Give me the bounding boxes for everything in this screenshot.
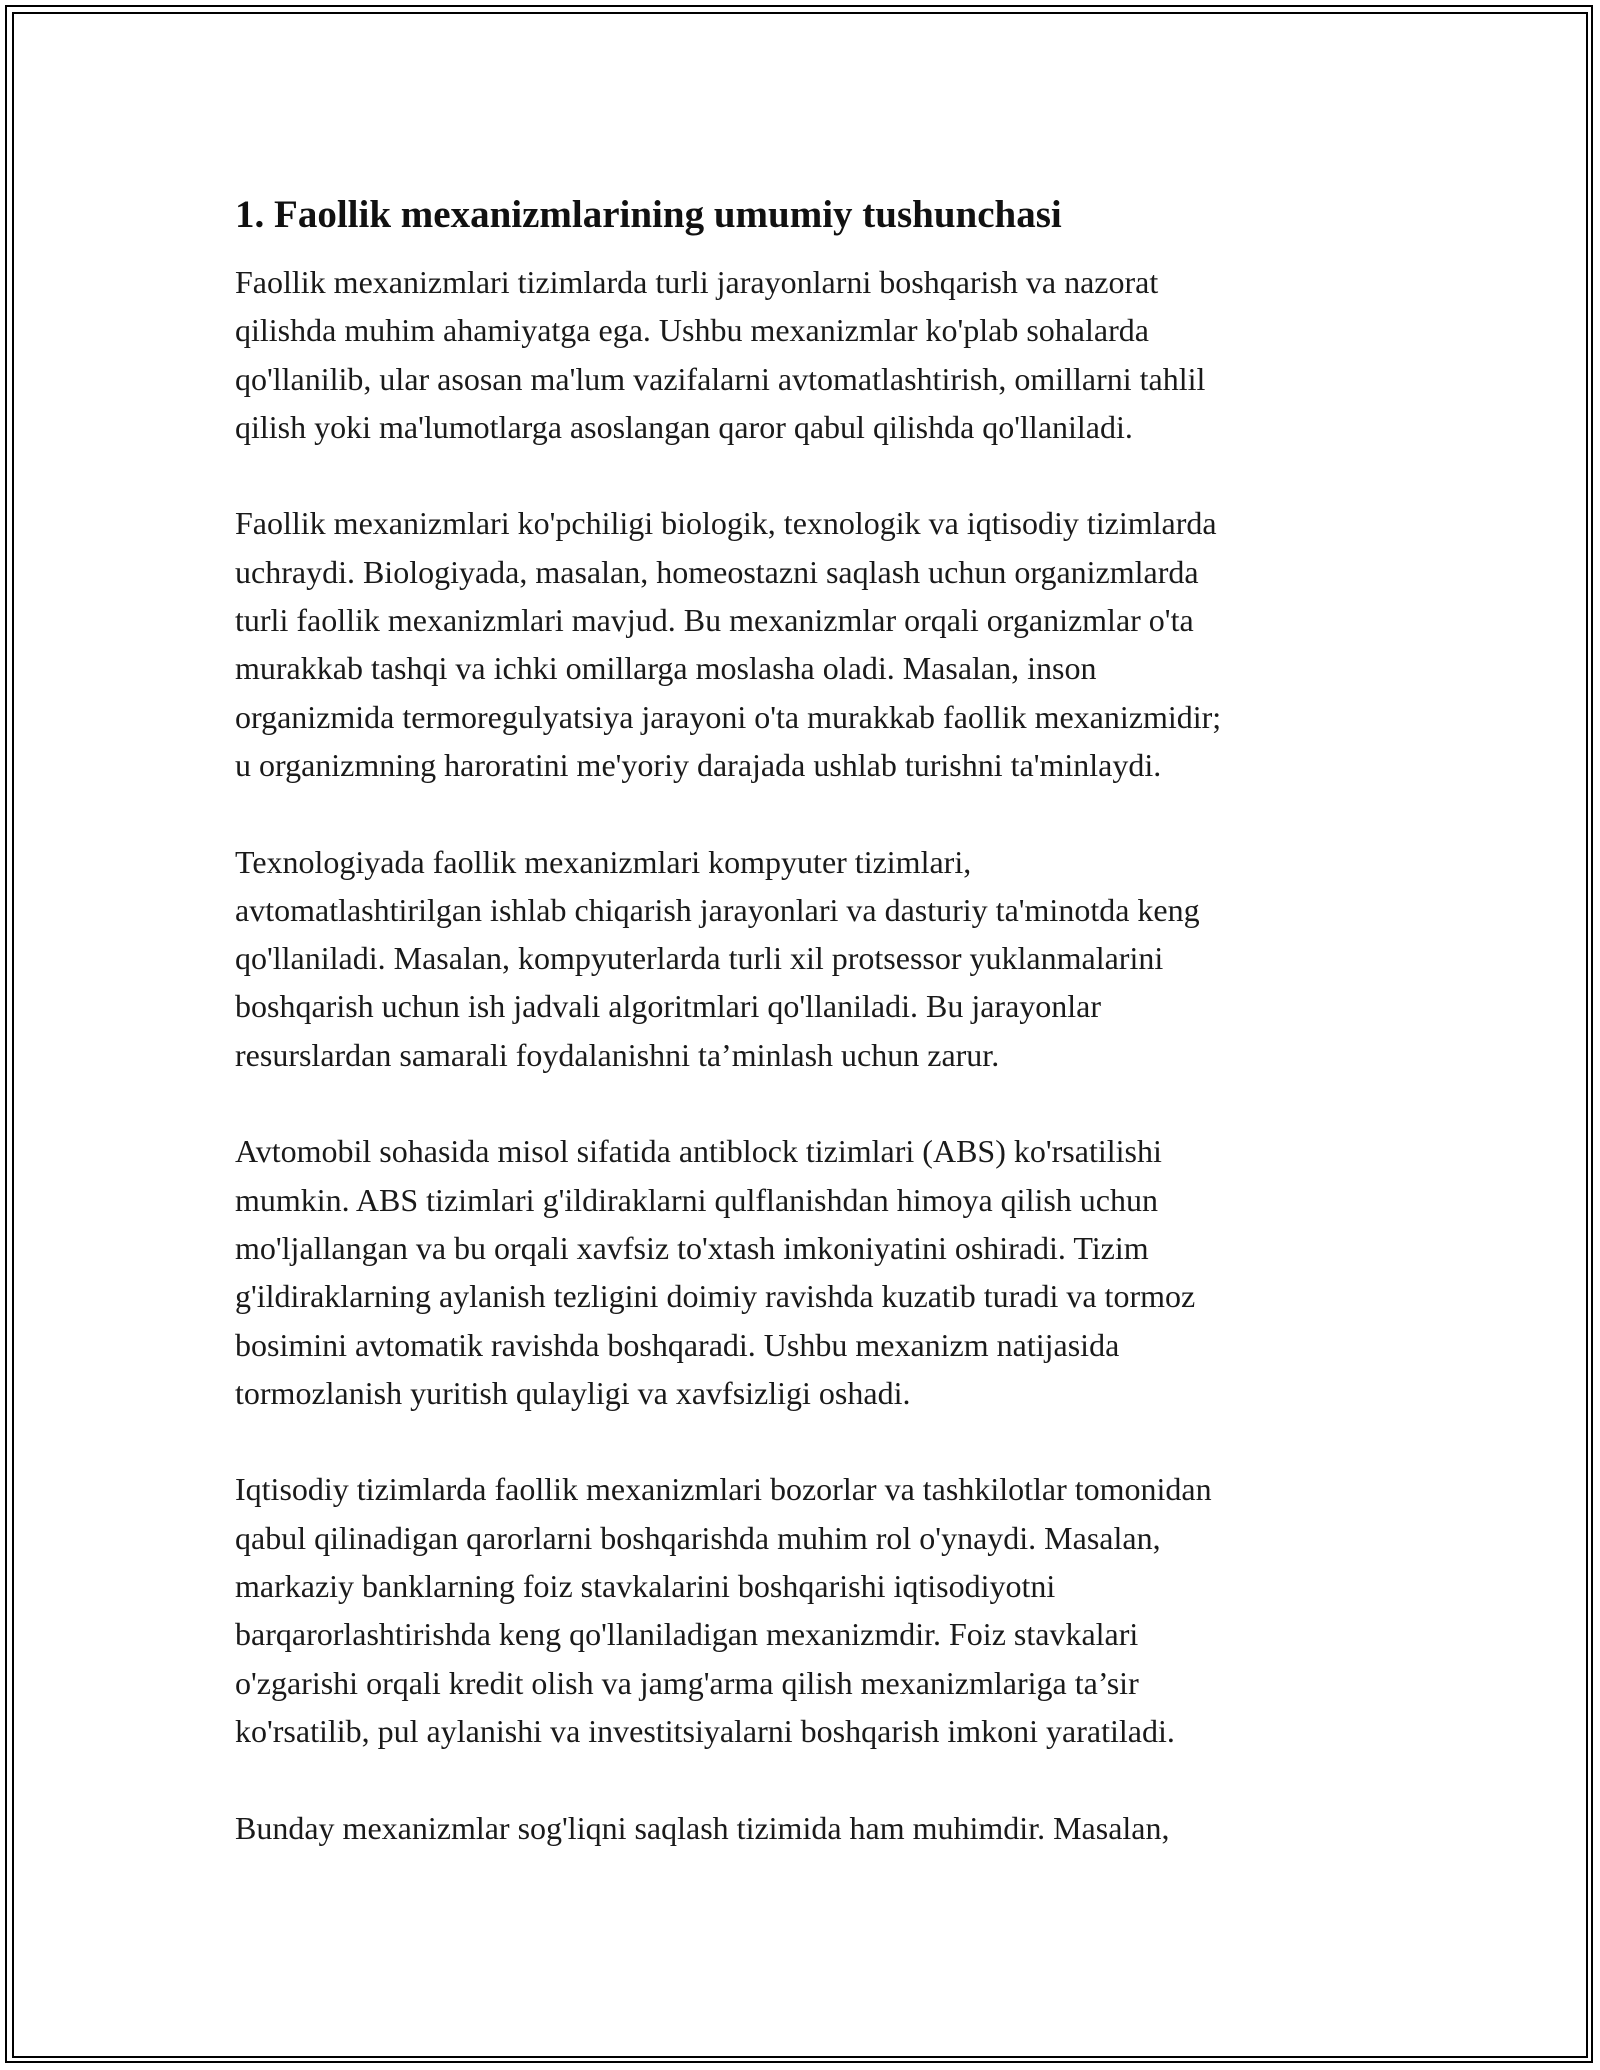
paragraph-4 <box>235 1127 1375 1417</box>
text-line: Texnologiyada faollik mexanizmlari kompyuter tizimlari, <box>235 843 972 880</box>
text-line: bosimini avtomatik ravishda boshqaradi. Ushbu mexanizm natijasida <box>235 1326 1120 1363</box>
text-line: Faollik mexanizmlari ko'pchiligi biologik, texnologik va iqtisodiy tizimlarda <box>235 505 1217 542</box>
text-line: murakkab tashqi va ichki omillarga moslasha oladi. Masalan, inson <box>235 650 1097 687</box>
text-line: mo'ljallangan va bu orqali xavfsiz to'xtash imkoniyatini oshiradi. Tizim <box>235 1229 1149 1266</box>
text-line: uchraydi. Biologiyada, masalan, homeostazni saqlash uchun organizmlarda <box>235 553 1199 590</box>
document-body <box>235 183 1375 1900</box>
text-line: qo'llaniladi. Masalan, kompyuterlarda turli xil protsessor yuklanmalarini <box>235 940 1164 977</box>
text-line: qabul qilinadigan qarorlarni boshqarishda muhim rol o'ynaydi. Masalan, <box>235 1519 1161 1556</box>
text-line: qilish yoki ma'lumotlarga asoslangan qaror qabul qilishda qo'llaniladi. <box>235 408 1133 445</box>
text-line: boshqarish uchun ish jadvali algoritmlari qo'llaniladi. Bu jarayonlar <box>235 988 1102 1025</box>
text-line: mumkin. ABS tizimlari g'ildiraklarni qulflanishdan himoya qilish uchun <box>235 1181 1158 1218</box>
paragraph-5 <box>235 1465 1375 1755</box>
text-line: barqarorlashtirishda keng qo'llaniladigan mexanizmdir. Foiz stavkalari <box>235 1616 1139 1653</box>
paragraph-1 <box>235 258 1375 451</box>
text-line: Bunday mexanizmlar sog'liqni saqlash tizimida ham muhimdir. Masalan, <box>235 1809 1170 1846</box>
text-line: qilishda muhim ahamiyatga ega. Ushbu mexanizmlar ko'plab sohalarda <box>235 312 1149 349</box>
text-line: u organizmning haroratini me'yoriy darajada ushlab turishni ta'minlaydi. <box>235 746 1162 783</box>
section-heading: 1. Faollik mexanizmlarining umumiy tushunchasi <box>235 193 1062 236</box>
text-line: g'ildiraklarning aylanish tezligini doimiy ravishda kuzatib turadi va tormoz <box>235 1278 1196 1315</box>
text-line: qo'llanilib, ular asosan ma'lum vazifalarni avtomatlashtirish, omillarni tahlil <box>235 360 1206 397</box>
text-line: turli faollik mexanizmlari mavjud. Bu mexanizmlar orqali organizmlar o'ta <box>235 602 1194 639</box>
text-line: tormozlanish yuritish qulayligi va xavfsizligi oshadi. <box>235 1374 911 1411</box>
text-line: o'zgarishi orqali kredit olish va jamg'arma qilish mexanizmlariga ta’sir <box>235 1664 1139 1701</box>
paragraph-3 <box>235 838 1375 1079</box>
paragraph-6 <box>235 1804 1375 1852</box>
text-line: Avtomobil sohasida misol sifatida antiblock tizimlari (ABS) ko'rsatilishi <box>235 1133 1162 1170</box>
text-line: resurslardan samarali foydalanishni ta’minlash uchun zarur. <box>235 1036 1000 1073</box>
paragraph-2 <box>235 499 1375 789</box>
text-line: organizmida termoregulyatsiya jarayoni o'ta murakkab faollik mexanizmidir; <box>235 698 1222 735</box>
text-line: Faollik mexanizmlari tizimlarda turli jarayonlarni boshqarish va nazorat <box>235 264 1159 300</box>
text-line: ko'rsatilib, pul aylanishi va investitsiyalarni boshqarish imkoni yaratiladi. <box>235 1712 1175 1749</box>
text-line: avtomatlashtirilgan ishlab chiqarish jarayonlari va dasturiy ta'minotda keng <box>235 891 1200 928</box>
text-line: markaziy banklarning foiz stavkalarini boshqarishi iqtisodiyotni <box>235 1568 1056 1605</box>
text-line: Iqtisodiy tizimlarda faollik mexanizmlari bozorlar va tashkilotlar tomonidan <box>235 1471 1212 1508</box>
